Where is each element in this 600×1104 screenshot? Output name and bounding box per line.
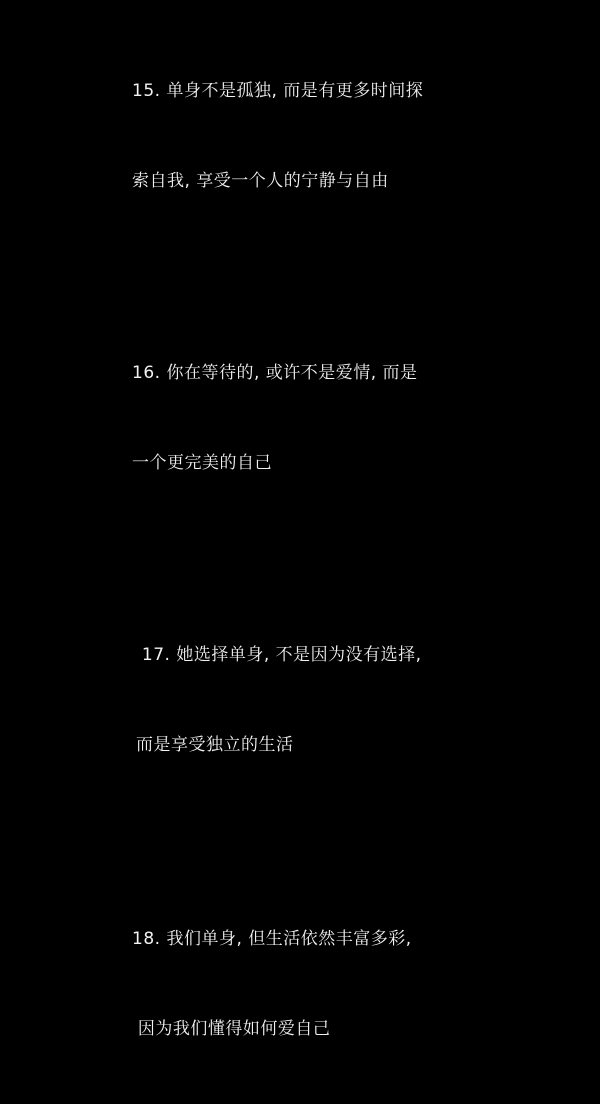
quote-line: 18. 我们单身, 但生活依然丰富多彩, xyxy=(132,929,412,949)
quote-line: 索自我, 享受一个人的宁静与自由 xyxy=(132,171,389,191)
quote-item xyxy=(0,864,600,1104)
quote-list xyxy=(0,8,600,1039)
quote-line: 16. 你在等待的, 或许不是爱情, 而是 xyxy=(132,363,418,383)
quote-line: 一个更完美的自己 xyxy=(132,453,272,473)
quote-line: 17. 她选择单身, 不是因为没有选择, xyxy=(136,645,422,665)
quote-line: 15. 单身不是孤独, 而是有更多时间探 xyxy=(132,81,424,101)
quote-line: 而是享受独立的生活 xyxy=(136,735,294,755)
quote-line: 因为我们懂得如何爱自己 xyxy=(132,1019,331,1039)
quote-item xyxy=(0,298,600,538)
quote-item xyxy=(0,580,600,820)
quote-item xyxy=(0,16,600,256)
